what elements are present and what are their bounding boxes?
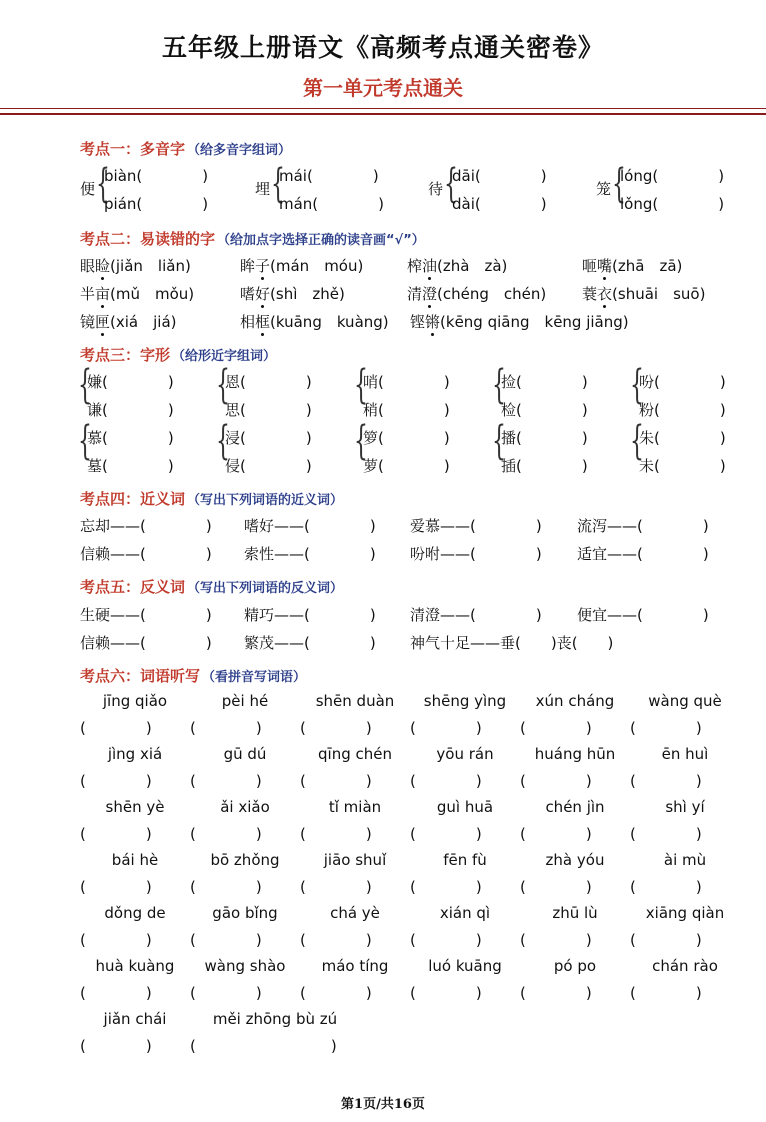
dictation-blank: ( ) — [410, 719, 482, 737]
pinyin-options: (shì zhě) — [270, 285, 345, 303]
dictation-blank: ( ) — [520, 772, 592, 790]
synonym-item: 爱慕——( ) — [410, 517, 542, 535]
similar-char-blank: 朱( ) — [639, 429, 726, 447]
brace-icon: { — [216, 362, 230, 408]
dictation-blank: ( ) — [520, 825, 592, 843]
dictation-blank: ( ) — [190, 878, 262, 896]
dictation-blank: ( ) — [80, 984, 152, 1002]
brace-icon: { — [492, 362, 506, 408]
dictation-blank: ( ) — [630, 772, 702, 790]
pinyin-options: (kuāng kuàng) — [270, 313, 389, 331]
dictation-blank: ( ) — [80, 878, 152, 896]
dictation-pinyin: pó po — [553, 957, 597, 975]
section-4-title: 考点四：近义词 （写出下列词语的近义词） — [80, 490, 344, 508]
synonym-item: 吩咐——( ) — [410, 545, 542, 563]
similar-char-blank: 萝( ) — [363, 457, 450, 475]
word: 嗜好 — [240, 285, 271, 303]
dictation-pinyin: tǐ miàn — [328, 798, 382, 816]
dictation-blank: ( ) — [300, 772, 372, 790]
similar-char-blank: 稍( ) — [363, 401, 450, 419]
similar-char-blank: 慕( ) — [87, 429, 174, 447]
dictation-blank: ( ) — [410, 984, 482, 1002]
dictation-pinyin: shēng yìng — [423, 692, 507, 710]
section-2-title: 考点二：易读错的字 （给加点字选择正确的读音画“√”） — [80, 230, 425, 248]
dictation-blank: ( ) — [190, 825, 262, 843]
dictation-pinyin: jiāo shuǐ — [323, 851, 387, 869]
pronunciation-item — [80, 283, 194, 304]
brace-icon: { — [96, 161, 110, 207]
dictation-pinyin: gāo bǐng — [212, 904, 278, 922]
dictation-pinyin: xián qì — [439, 904, 491, 922]
pinyin-options: (zhà zà) — [437, 257, 508, 275]
pinyin-options: (shuāi suō) — [612, 285, 706, 303]
polyphone-char: 笼 — [596, 180, 612, 198]
similar-char-blank: 谦( ) — [87, 401, 174, 419]
dictation-blank: ( ) — [630, 984, 702, 1002]
divider — [0, 113, 766, 115]
dictation-pinyin: jìng xiá — [107, 745, 163, 763]
pronunciation-item — [240, 283, 345, 304]
dictation-blank: ( ) — [630, 825, 702, 843]
dictation-pinyin: máo tíng — [321, 957, 389, 975]
similar-char-blank: 吩( ) — [639, 373, 726, 391]
page-number: 第1页/共16页 — [341, 1097, 425, 1112]
antonym-item: 繁茂——( ) — [244, 634, 376, 652]
dictation-blank: ( ) — [410, 772, 482, 790]
dictation-pinyin: dǒng de — [104, 904, 166, 922]
word: 眼睑 — [80, 257, 111, 275]
polyphone-char: 待 — [428, 180, 444, 198]
pinyin-options: (xiá jiá) — [110, 313, 177, 331]
antonym-item: 生硬——( ) — [80, 606, 212, 624]
pronunciation-item — [582, 255, 682, 276]
dictation-blank: ( ) — [300, 984, 372, 1002]
dictation-pinyin: chén jìn — [545, 798, 605, 816]
dictation-blank: ( ) — [520, 984, 592, 1002]
pinyin-options: (zhā zā) — [612, 257, 683, 275]
dictation-pinyin: jīng qiǎo — [102, 692, 168, 710]
word: 眸子 — [240, 257, 271, 275]
brace-icon: { — [444, 161, 458, 207]
similar-char-blank: 捡( ) — [501, 373, 588, 391]
dictation-pinyin: zhū lù — [552, 904, 598, 922]
brace-icon: { — [216, 418, 230, 464]
pinyin-options: (jiǎn liǎn) — [110, 257, 191, 275]
dictation-pinyin: chán rào — [652, 957, 718, 975]
synonym-item: 适宜——( ) — [577, 545, 709, 563]
similar-char-blank: 播( ) — [501, 429, 588, 447]
similar-char-blank: 检( ) — [501, 401, 588, 419]
antonym-item: 清澄——( ) — [410, 606, 542, 624]
pronunciation-item — [410, 311, 629, 332]
word: 镜匣 — [80, 313, 111, 331]
dictation-blank: ( ) — [190, 772, 262, 790]
similar-char-blank: 恩( ) — [225, 373, 312, 391]
polyphone-reading: dāi( ) — [452, 167, 547, 185]
pronunciation-item — [407, 255, 507, 276]
word: 相框 — [240, 313, 271, 331]
divider — [0, 108, 766, 109]
dictation-blank: ( ) — [300, 719, 372, 737]
brace-icon: { — [630, 362, 644, 408]
synonym-item: 嗜好——( ) — [244, 517, 376, 535]
dictation-pinyin: chá yè — [330, 904, 380, 922]
section-6-title: 考点六：词语听写 （看拼音写词语） — [80, 667, 307, 685]
dictation-blank: ( ) — [190, 931, 262, 949]
brace-icon: { — [354, 362, 368, 408]
polyphone-reading: lǒng( ) — [620, 195, 725, 213]
polyphone-char: 埋 — [255, 180, 271, 198]
dictation-blank: ( ) — [520, 931, 592, 949]
dictation-pinyin: měi zhōng bù zú — [212, 1010, 338, 1028]
dictation-pinyin: ǎi xiǎo — [220, 798, 270, 816]
dictation-blank: ( ) — [300, 825, 372, 843]
polyphone-reading: pián( ) — [104, 195, 209, 213]
dictation-pinyin: yōu rán — [436, 745, 494, 763]
similar-char-blank: 侵( ) — [225, 457, 312, 475]
dictation-blank: ( ) — [190, 1037, 337, 1055]
dictation-blank: ( ) — [630, 719, 702, 737]
polyphone-reading: dài( ) — [452, 195, 547, 213]
antonym-item: 信赖——( ) — [80, 634, 212, 652]
dictation-blank: ( ) — [410, 931, 482, 949]
similar-char-blank: 插( ) — [501, 457, 588, 475]
dictation-blank: ( ) — [630, 931, 702, 949]
brace-icon: { — [78, 362, 92, 408]
polyphone-reading: mán( ) — [279, 195, 385, 213]
dictation-blank: ( ) — [410, 825, 482, 843]
dictation-blank: ( ) — [190, 984, 262, 1002]
pinyin-options: (mǔ mǒu) — [110, 285, 195, 303]
dictation-pinyin: shēn duàn — [315, 692, 395, 710]
polyphone-reading: biàn( ) — [104, 167, 209, 185]
pronunciation-item — [80, 311, 177, 332]
dictation-pinyin: gū dú — [223, 745, 267, 763]
pronunciation-item — [240, 255, 363, 276]
word: 榨油 — [407, 257, 438, 275]
dictation-blank: ( ) — [300, 931, 372, 949]
dictation-pinyin: ēn huì — [661, 745, 709, 763]
similar-char-blank: 哨( ) — [363, 373, 450, 391]
word: 铿锵 — [410, 313, 441, 331]
dictation-pinyin: huà kuàng — [95, 957, 175, 975]
word: 咂嘴 — [582, 257, 613, 275]
synonym-item: 索性——( ) — [244, 545, 376, 563]
section-2-instruction: （给加点字选择正确的读音画“√”） — [217, 233, 425, 248]
pinyin-options: (kēng qiāng kēng jiāng) — [440, 313, 629, 331]
dictation-pinyin: bō zhǒng — [210, 851, 280, 869]
similar-char-blank: 思( ) — [225, 401, 312, 419]
similar-char-blank: 粉( ) — [639, 401, 726, 419]
dictation-pinyin: zhà yóu — [545, 851, 605, 869]
synonym-item: 忘却——( ) — [80, 517, 212, 535]
brace-icon: { — [630, 418, 644, 464]
dictation-blank: ( ) — [520, 878, 592, 896]
pronunciation-item — [80, 255, 191, 276]
dictation-pinyin: shì yí — [665, 798, 705, 816]
pronunciation-item — [240, 311, 389, 332]
pronunciation-item — [582, 283, 705, 304]
similar-char-blank: 墓( ) — [87, 457, 174, 475]
dictation-blank: ( ) — [80, 1037, 152, 1055]
brace-icon: { — [612, 161, 626, 207]
brace-icon: { — [354, 418, 368, 464]
similar-char-blank: 未( ) — [639, 457, 726, 475]
section-3-instruction: （给形近字组词） — [172, 349, 277, 364]
polyphone-char: 便 — [80, 180, 96, 198]
dictation-pinyin: bái hè — [111, 851, 159, 869]
section-3-title: 考点三：字形 （给形近字组词） — [80, 346, 277, 364]
dictation-blank: ( ) — [520, 719, 592, 737]
word: 清澄 — [407, 285, 438, 303]
section-5-title: 考点五：反义词 （写出下列词语的反义词） — [80, 578, 344, 596]
pinyin-options: (chéng chén) — [437, 285, 547, 303]
dictation-pinyin: wàng shào — [204, 957, 286, 975]
synonym-item: 流泻——( ) — [577, 517, 709, 535]
dictation-pinyin: shēn yè — [105, 798, 165, 816]
brace-icon: { — [78, 418, 92, 464]
dictation-pinyin: wàng què — [648, 692, 722, 710]
dictation-blank: ( ) — [410, 878, 482, 896]
dictation-pinyin: qīng chén — [318, 745, 392, 763]
dictation-pinyin: pèi hé — [221, 692, 269, 710]
polyphone-reading: mái( ) — [279, 167, 379, 185]
antonym-item-special: 神气十足——垂( )丧( ) — [410, 634, 614, 652]
synonym-item: 信赖——( ) — [80, 545, 212, 563]
antonym-item: 精巧——( ) — [244, 606, 376, 624]
antonym-item: 便宜——( ) — [577, 606, 709, 624]
dictation-pinyin: jiǎn chái — [103, 1010, 167, 1028]
dictation-blank: ( ) — [300, 878, 372, 896]
polyphone-reading: lóng( ) — [620, 167, 725, 185]
similar-char-blank: 箩( ) — [363, 429, 450, 447]
dictation-pinyin: guì huā — [436, 798, 494, 816]
word: 蓑衣 — [582, 285, 613, 303]
similar-char-blank: 嫌( ) — [87, 373, 174, 391]
dictation-pinyin: ài mù — [663, 851, 707, 869]
dictation-blank: ( ) — [80, 931, 152, 949]
dictation-blank: ( ) — [190, 719, 262, 737]
section-5-instruction: （写出下列词语的反义词） — [187, 581, 344, 596]
pinyin-options: (mán móu) — [270, 257, 364, 275]
section-1-instruction: （给多音字组词） — [187, 143, 292, 158]
section-4-instruction: （写出下列词语的近义词） — [187, 493, 344, 508]
page-title: 五年级上册语文《高频考点通关密卷》 — [161, 33, 604, 62]
pronunciation-item — [407, 283, 546, 304]
dictation-pinyin: fēn fù — [443, 851, 487, 869]
similar-char-blank: 浸( ) — [225, 429, 312, 447]
section-1-title: 考点一：多音字 （给多音字组词） — [80, 140, 292, 158]
dictation-pinyin: huáng hūn — [534, 745, 616, 763]
dictation-blank: ( ) — [80, 772, 152, 790]
dictation-blank: ( ) — [80, 719, 152, 737]
dictation-pinyin: luó kuāng — [428, 957, 502, 975]
brace-icon: { — [271, 161, 285, 207]
page-subtitle: 第一单元考点通关 — [303, 76, 463, 100]
dictation-pinyin: xún cháng — [535, 692, 615, 710]
dictation-blank: ( ) — [630, 878, 702, 896]
word: 半亩 — [80, 285, 111, 303]
brace-icon: { — [492, 418, 506, 464]
dictation-blank: ( ) — [80, 825, 152, 843]
dictation-pinyin: xiāng qiàn — [645, 904, 725, 922]
section-6-instruction: （看拼音写词语） — [202, 670, 307, 685]
